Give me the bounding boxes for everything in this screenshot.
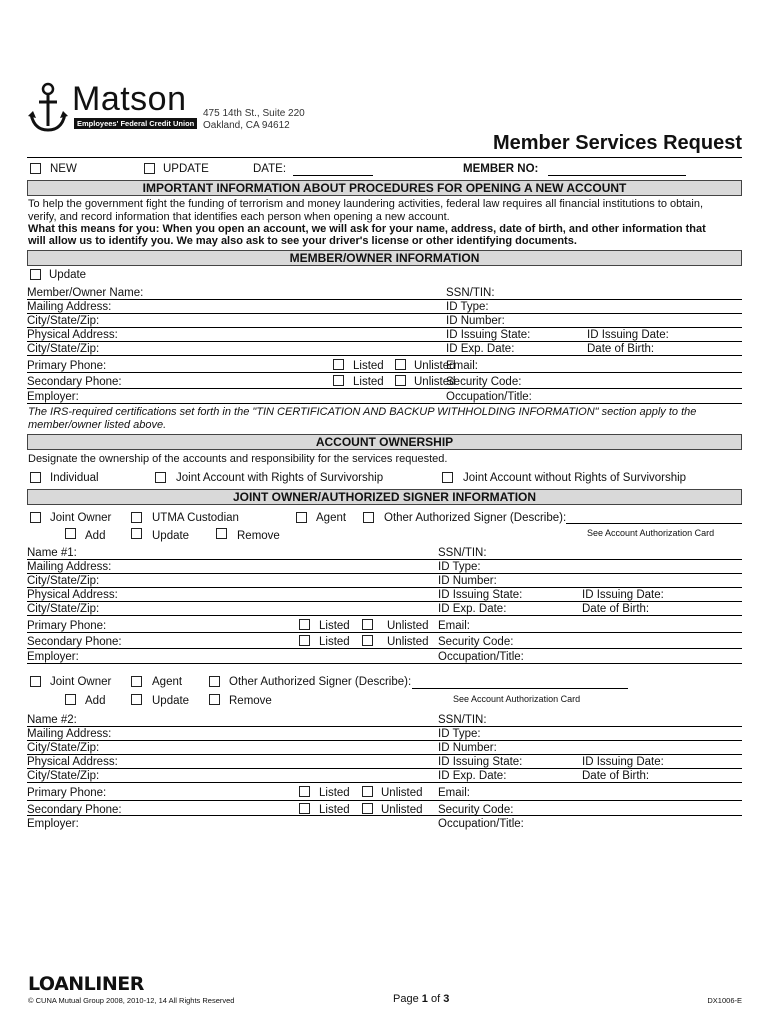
owner-rule: [27, 372, 742, 373]
anchor-icon: [28, 80, 74, 136]
csz1b-label: City/State/Zip:: [27, 603, 100, 615]
irs-note-1: The IRS-required certifications set forth in the "TIN CERTIFICATION AND BACKUP WITHHOLDING INFORMATION" section apply to the: [28, 406, 697, 418]
primary1-listed-checkbox[interactable]: [299, 619, 310, 630]
add-1-checkbox[interactable]: [65, 528, 76, 539]
other-signer-2-checkbox[interactable]: [209, 676, 220, 687]
secondary1-listed-checkbox[interactable]: [299, 635, 310, 646]
page-indicator: [393, 992, 449, 1006]
update-1-label: Update: [152, 530, 190, 542]
primary2-unlisted-label: Unlisted: [381, 787, 423, 799]
owner-secondary-phone-label: Secondary Phone:: [27, 376, 122, 388]
id-date2-label: ID Issuing Date:: [582, 756, 664, 768]
update-label: UPDATE: [163, 163, 209, 175]
secondary2-unlisted-checkbox[interactable]: [362, 803, 373, 814]
update-2-label: Update: [152, 695, 190, 707]
owner-id-exp-label: ID Exp. Date:: [446, 343, 515, 355]
owner-occupation-label: Occupation/Title:: [446, 391, 532, 403]
joint1-rule: [27, 663, 742, 664]
important-bold-2: will allow us to identify you. We may also ask to see your driver's license or other identifying documents.: [28, 235, 577, 247]
joint1-rule: [27, 559, 742, 560]
important-text-1: To help the government fight the funding of terrorism and money laundering activities, federal law requires all financial institutions to obtain,: [28, 198, 704, 210]
owner-update-label: Update: [49, 269, 87, 281]
id-date1-label: ID Issuing Date:: [582, 589, 664, 601]
id-exp2-label: ID Exp. Date:: [438, 770, 507, 782]
owner-update-checkbox[interactable]: [30, 269, 41, 280]
primary2-label: Primary Phone:: [27, 787, 107, 799]
security2-label: Security Code:: [438, 804, 514, 816]
individual-label: Individual: [50, 472, 99, 484]
other-signer-2-field[interactable]: [412, 688, 628, 689]
update-1-checkbox[interactable]: [131, 528, 142, 539]
important-bold-1: What this means for you: When you open an account, we will ask for your name, address, date of birth, and other information that: [28, 223, 706, 235]
security1-label: Security Code:: [438, 636, 514, 648]
secondary2-label: Secondary Phone:: [27, 804, 122, 816]
csz2b-label: City/State/Zip:: [27, 770, 100, 782]
irs-note-2: member/owner listed above.: [28, 419, 167, 431]
csz2a-label: City/State/Zip:: [27, 742, 100, 754]
id-state2-label: ID Issuing State:: [438, 756, 523, 768]
secondary2-listed-label: Listed: [319, 804, 350, 816]
address-line-2: Oakland, CA 94612: [203, 120, 290, 131]
title-rule: [27, 157, 742, 158]
owner-id-type-label: ID Type:: [446, 301, 489, 313]
primary2-listed-checkbox[interactable]: [299, 786, 310, 797]
name1-label: Name #1:: [27, 547, 77, 559]
new-checkbox[interactable]: [30, 163, 41, 174]
joint2-rule: [27, 740, 742, 741]
owner-name-label: Member/Owner Name:: [27, 287, 144, 299]
owner-secondary-unlisted-checkbox[interactable]: [395, 375, 406, 386]
page-title: Member Services Request: [492, 132, 742, 154]
id-number1-label: ID Number:: [438, 575, 497, 587]
owner-rule: [27, 403, 742, 404]
owner-email-label: Email:: [446, 360, 478, 372]
update-2-checkbox[interactable]: [131, 694, 142, 705]
secondary1-unlisted-checkbox[interactable]: [362, 635, 373, 646]
ownership-heading: ACCOUNT OWNERSHIP: [27, 434, 742, 450]
other-signer-1-checkbox[interactable]: [363, 512, 374, 523]
joint1-rule: [27, 648, 742, 649]
primary1-listed-label: Listed: [319, 620, 350, 632]
employer1-label: Employer:: [27, 651, 79, 663]
owner-security-label: Security Code:: [446, 376, 522, 388]
joint-no-rights-label: Joint Account without Rights of Survivorship: [463, 472, 687, 484]
brand-tagline: Employees' Federal Credit Union: [74, 118, 197, 129]
owner-primary-phone-label: Primary Phone:: [27, 360, 107, 372]
ssn1-label: SSN/TIN:: [438, 547, 487, 559]
joint-heading: JOINT OWNER/AUTHORIZED SIGNER INFORMATION: [27, 489, 742, 505]
secondary1-unlisted-label: Unlisted: [387, 636, 429, 648]
joint-owner-1-checkbox[interactable]: [30, 512, 41, 523]
owner-primary-unlisted-label: Unlisted: [414, 360, 456, 372]
member-no-label: MEMBER NO:: [463, 163, 539, 175]
id-type1-label: ID Type:: [438, 561, 481, 573]
page-total: 3: [443, 993, 450, 1005]
employer2-label: Employer:: [27, 818, 79, 830]
utma-1-checkbox[interactable]: [131, 512, 142, 523]
dob2-label: Date of Birth:: [582, 770, 650, 782]
primary1-label: Primary Phone:: [27, 620, 107, 632]
owner-mailing-label: Mailing Address:: [27, 301, 112, 313]
agent-1-checkbox[interactable]: [296, 512, 307, 523]
physical1-label: Physical Address:: [27, 589, 118, 601]
owner-primary-listed-label: Listed: [353, 360, 384, 372]
csz1a-label: City/State/Zip:: [27, 575, 100, 587]
date-field[interactable]: [293, 175, 373, 176]
joint1-rule: [27, 573, 742, 574]
id-exp1-label: ID Exp. Date:: [438, 603, 507, 615]
physical2-label: Physical Address:: [27, 756, 118, 768]
ssn2-label: SSN/TIN:: [438, 714, 487, 726]
owner-id-number-label: ID Number:: [446, 315, 505, 327]
agent-1-label: Agent: [316, 512, 347, 524]
owner-secondary-unlisted-label: Unlisted: [414, 376, 456, 388]
id-number2-label: ID Number:: [438, 742, 497, 754]
owner-rule: [27, 299, 742, 300]
joint-rights-label: Joint Account with Rights of Survivorship: [176, 472, 384, 484]
owner-csz1-label: City/State/Zip:: [27, 315, 100, 327]
email1-label: Email:: [438, 620, 470, 632]
important-text-2: verify, and record information that identifies each person when opening a new account.: [28, 211, 450, 223]
owner-employer-label: Employer:: [27, 391, 79, 403]
add-2-checkbox[interactable]: [65, 694, 76, 705]
member-no-field[interactable]: [548, 175, 686, 176]
see-card-1-label: See Account Authorization Card: [587, 528, 715, 538]
owner-id-state-label: ID Issuing State:: [446, 329, 531, 341]
individual-checkbox[interactable]: [30, 472, 41, 483]
joint-owner-1-label: Joint Owner: [50, 512, 112, 524]
other-signer-1-field[interactable]: [566, 523, 742, 524]
date-label: DATE:: [253, 163, 287, 175]
page-number: 1: [421, 993, 428, 1005]
secondary2-unlisted-label: Unlisted: [381, 804, 423, 816]
primary1-unlisted-checkbox[interactable]: [362, 619, 373, 630]
name2-label: Name #2:: [27, 714, 77, 726]
owner-id-date-label: ID Issuing Date:: [587, 329, 669, 341]
primary2-listed-label: Listed: [319, 787, 350, 799]
primary1-unlisted-label: Unlisted: [387, 620, 429, 632]
joint-no-rights-checkbox[interactable]: [442, 472, 453, 483]
other-signer-2-label: Other Authorized Signer (Describe):: [229, 676, 412, 688]
important-heading: IMPORTANT INFORMATION ABOUT PROCEDURES FOR OPENING A NEW ACCOUNT: [27, 180, 742, 196]
utma-1-label: UTMA Custodian: [152, 512, 239, 524]
brand-name: Matson: [72, 80, 187, 118]
id-type2-label: ID Type:: [438, 728, 481, 740]
secondary2-listed-checkbox[interactable]: [299, 803, 310, 814]
joint-owner-2-label: Joint Owner: [50, 676, 112, 688]
mailing1-label: Mailing Address:: [27, 561, 112, 573]
owner-csz2-label: City/State/Zip:: [27, 343, 100, 355]
remove-1-label: Remove: [237, 530, 280, 542]
loanliner-logo: LOANLINER: [28, 973, 144, 995]
owner-heading: MEMBER/OWNER INFORMATION: [27, 250, 742, 266]
joint-rights-checkbox[interactable]: [155, 472, 166, 483]
page-of: of: [430, 993, 441, 1005]
dob1-label: Date of Birth:: [582, 603, 650, 615]
new-label: NEW: [50, 163, 77, 175]
owner-physical-label: Physical Address:: [27, 329, 118, 341]
secondary1-label: Secondary Phone:: [27, 636, 122, 648]
owner-primary-listed-checkbox[interactable]: [333, 359, 344, 370]
see-card-2-label: See Account Authorization Card: [453, 694, 581, 704]
joint-owner-2-checkbox[interactable]: [30, 676, 41, 687]
agent-2-label: Agent: [152, 676, 183, 688]
joint1-rule: [27, 632, 742, 633]
id-state1-label: ID Issuing State:: [438, 589, 523, 601]
address-line-1: 475 14th St., Suite 220: [203, 108, 305, 119]
owner-rule: [27, 388, 742, 389]
joint2-rule: [27, 800, 742, 801]
copyright: © CUNA Mutual Group 2008, 2010-12, 14 All Rights Reserved: [28, 996, 235, 1005]
owner-ssn-label: SSN/TIN:: [446, 287, 495, 299]
agent-2-checkbox[interactable]: [131, 676, 142, 687]
email2-label: Email:: [438, 787, 470, 799]
page-prefix: Page: [393, 993, 419, 1005]
occupation1-label: Occupation/Title:: [438, 651, 524, 663]
joint2-rule: [27, 726, 742, 727]
owner-rule: [27, 313, 742, 314]
mailing2-label: Mailing Address:: [27, 728, 112, 740]
form-code: DX1006-E: [707, 996, 742, 1005]
ownership-description: Designate the ownership of the accounts and responsibility for the services requested.: [28, 453, 448, 465]
remove-1-checkbox[interactable]: [216, 528, 227, 539]
owner-primary-unlisted-checkbox[interactable]: [395, 359, 406, 370]
owner-dob-label: Date of Birth:: [587, 343, 655, 355]
add-2-label: Add: [85, 695, 106, 707]
primary2-unlisted-checkbox[interactable]: [362, 786, 373, 797]
update-checkbox[interactable]: [144, 163, 155, 174]
owner-secondary-listed-label: Listed: [353, 376, 384, 388]
occupation2-label: Occupation/Title:: [438, 818, 524, 830]
other-signer-1-label: Other Authorized Signer (Describe):: [384, 512, 567, 524]
logo: [28, 80, 198, 136]
remove-2-label: Remove: [229, 695, 272, 707]
secondary1-listed-label: Listed: [319, 636, 350, 648]
remove-2-checkbox[interactable]: [209, 694, 220, 705]
add-1-label: Add: [85, 530, 106, 542]
owner-secondary-listed-checkbox[interactable]: [333, 375, 344, 386]
